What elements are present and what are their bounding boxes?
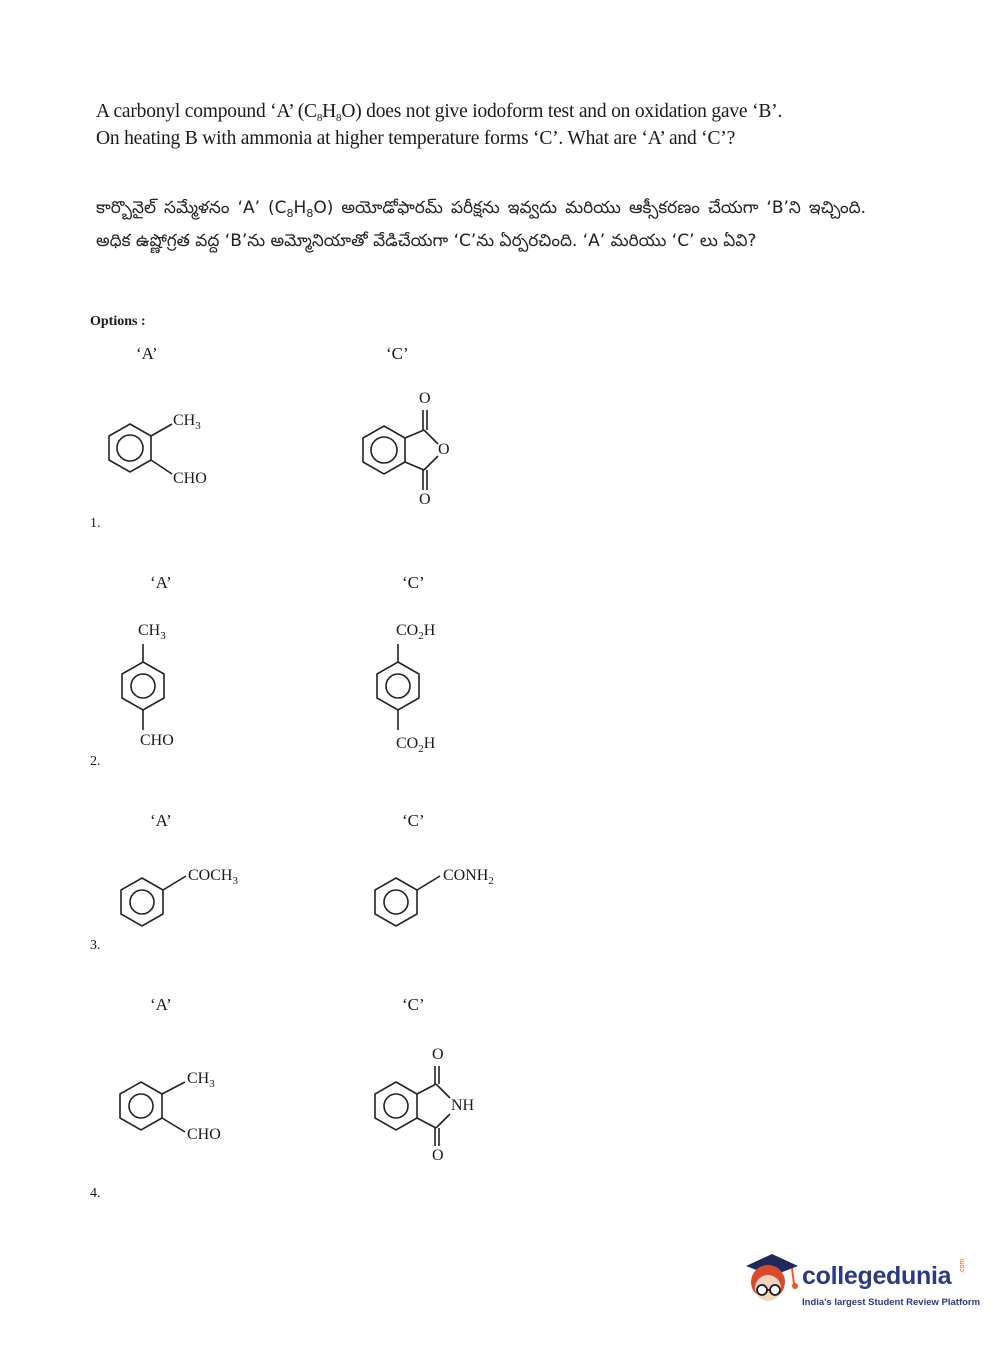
option1-col-c-header: ‘C’ — [386, 344, 409, 363]
option2-a-cho: CHO — [140, 732, 174, 749]
option1-number: 1. — [90, 516, 101, 531]
q-te-text: కార్బొనైల్ సమ్మేళనం ‘A’ (C — [96, 198, 287, 218]
option4-a-cho: CHO — [187, 1126, 221, 1143]
q-te-sub: 8 — [306, 207, 314, 220]
option4-number: 4. — [90, 1186, 101, 1201]
option3-col-a-header: ‘A’ — [150, 811, 172, 830]
option2-a-ch3: $CH_3$ — [138, 622, 166, 642]
option3-c-conh2: $CONH_2$ — [443, 867, 494, 887]
option4-col-a-header: ‘A’ — [150, 995, 172, 1014]
option2-col-c-header: ‘C’ — [402, 573, 425, 592]
option4-c-nh: NH — [451, 1097, 475, 1114]
options-label: Options : — [90, 314, 146, 329]
option1-c-o-top: O — [419, 390, 431, 407]
q-en-text: H — [322, 101, 337, 122]
question-english — [96, 98, 896, 152]
option2-c-structure — [373, 644, 423, 744]
option2-c-co2h-bottom: $CO_2H$ — [396, 735, 436, 755]
option4-c-o-top: O — [432, 1046, 444, 1063]
q-en-line2: On heating B with ammonia at higher temperature forms ‘C’. What are ‘A’ and ‘C’? — [96, 128, 736, 149]
brand-domain: .com — [959, 1258, 966, 1274]
question-telugu — [96, 192, 866, 258]
option1-a-ch3: $CH_3$ — [173, 412, 201, 432]
brand-name: collegedunia — [802, 1262, 952, 1290]
option3-a-coch3: $COCH_3$ — [188, 867, 238, 887]
graduate-mascot-icon — [742, 1250, 802, 1310]
option3-col-c-header: ‘C’ — [402, 811, 425, 830]
q-en-sub: 8 — [336, 112, 342, 124]
option3-number: 3. — [90, 938, 101, 953]
option1-col-a-header: ‘A’ — [136, 344, 158, 363]
option4-a-structure — [113, 1078, 193, 1138]
option4-col-c-header: ‘C’ — [402, 995, 425, 1014]
option4-a-ch3: $CH_3$ — [187, 1070, 215, 1090]
option2-number: 2. — [90, 754, 101, 769]
q-te-sub: 8 — [286, 207, 294, 220]
option3-a-structure — [114, 872, 194, 932]
option1-a-structure — [100, 420, 170, 480]
option3-c-structure — [368, 872, 448, 932]
q-en-sub: 8 — [316, 112, 323, 124]
option1-c-o-bottom: O — [419, 491, 431, 508]
q-en-text: A carbonyl compound ‘A’ (C — [96, 101, 317, 122]
q-te-text: H — [293, 198, 307, 218]
option2-c-co2h-top: $CO_2H$ — [396, 622, 436, 642]
brand-tagline: India's largest Student Review Platform — [802, 1297, 981, 1308]
option2-a-structure — [118, 644, 168, 744]
q-en-text: O) does not give iodoform test and on oxidation gave ‘B’. — [341, 101, 783, 122]
option1-c-o-ring: O — [438, 441, 450, 458]
option2-col-a-header: ‘A’ — [150, 573, 172, 592]
option4-c-o-bottom: O — [432, 1147, 444, 1164]
q-te-text: O) అయోడోఫారమ్ పరీక్షను ఇవ్వదు మరియు ఆక్సీకరణం చేయగా ‘B’ని ఇచ్చింది. అధిక ఉష్ణోగ్రత వద్ద ‘B’ను అమ్మోనియాతో వేడిచేయగా ‘C’ను ఏర్పరచింది. ‘A’ మరియు ‘C’ లు ఏవి? — [96, 198, 867, 251]
option1-a-cho: CHO — [173, 470, 207, 487]
